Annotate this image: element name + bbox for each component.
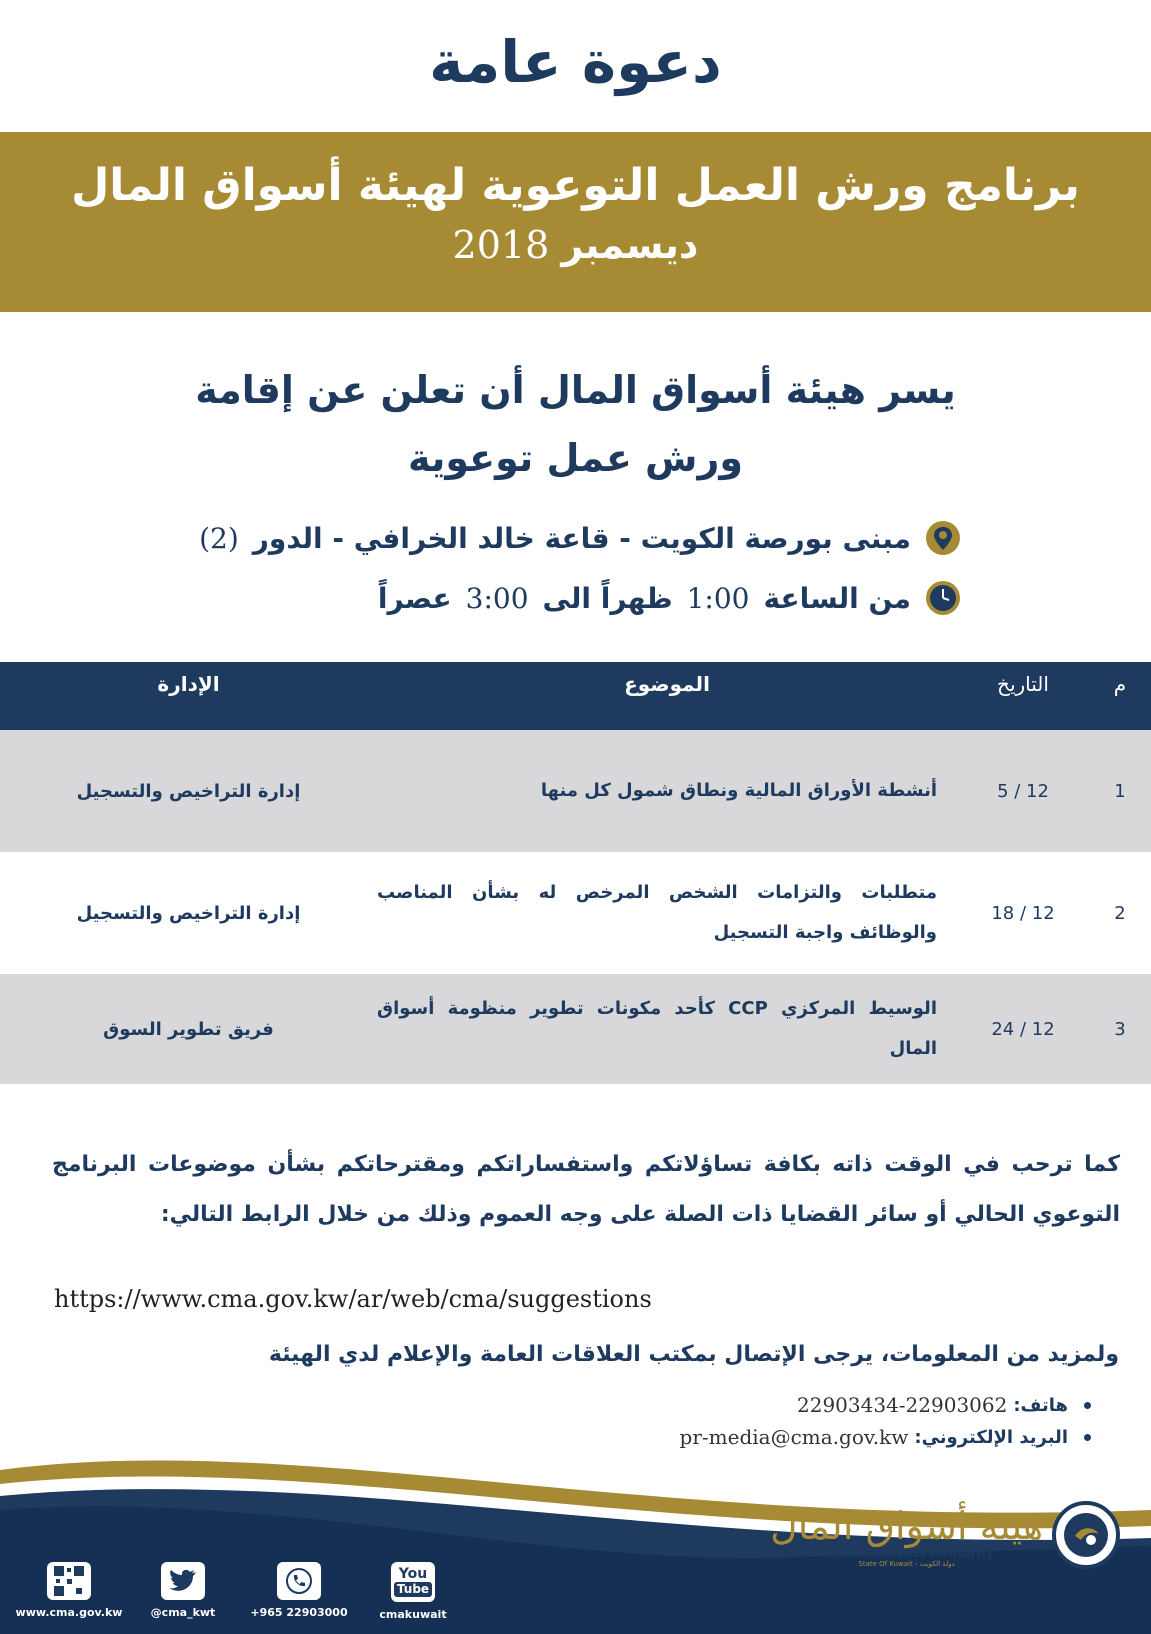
social-twitter-label: @cma_kwt [150,1606,216,1619]
venue-time [378,580,961,616]
row-number: 3 [1114,1018,1126,1040]
schedule-table [0,662,1151,1084]
row-topic: متطلبات والتزامات الشخص المرخص له بشأن المناصب والوظائف واجبة التسجيل [377,882,937,943]
logo-subtitle: State Of Kuwait - دولة الكويت [858,1560,955,1568]
phone-icon [277,1562,321,1600]
time-prefix: من الساعة [763,581,911,615]
row-date: 12 / 5 [997,780,1049,802]
announcement [0,356,1151,492]
qr-code-icon [47,1562,91,1600]
email-address[interactable]: pr-media@cma.gov.kw [679,1425,909,1449]
announcement-line-1: يسر هيئة أسواق المال أن تعلن عن إقامة [195,368,956,412]
header-department: الإدارة [157,672,220,696]
social-website[interactable] [14,1562,124,1619]
logo-text [770,1506,1043,1568]
header-date: التاريخ [997,672,1049,696]
row-department: إدارة التراخيص والتسجيل [76,902,301,924]
row-number: 2 [1114,902,1126,924]
social-phone[interactable] [244,1562,354,1619]
row-topic: الوسيط المركزي CCP كأحد مكونات تطوير منظومة أسواق المال [377,998,937,1059]
phone-label: هاتف: [1013,1394,1068,1416]
venue-location [199,520,961,556]
youtube-text-you: You [398,1566,428,1582]
contact-phone [797,1393,1091,1417]
table-row [0,852,1151,974]
announcement-line-2: ورش عمل توعوية [408,436,743,480]
social-phone-label: +965 22903000 [250,1606,348,1619]
time-suffix: عصراً [377,581,452,615]
table-row [0,974,1151,1084]
youtube-text-tube: Tube [394,1582,432,1597]
program-year: 2018 [452,223,550,267]
phone-number[interactable]: 22903434-22903062 [797,1393,1008,1417]
floor-number: (2) [199,521,239,555]
schedule-header-row [0,662,1151,730]
row-date: 12 / 24 [991,1018,1055,1040]
youtube-icon [391,1562,435,1602]
location-text: مبنى بورصة الكويت - قاعة خالد الخرافي - الدور [252,521,911,555]
row-department: فريق تطوير السوق [103,1018,274,1040]
program-banner [0,132,1151,312]
logo-arabic: هيئة أسواق المال [770,1504,1043,1548]
cma-logo [770,1500,1121,1574]
row-number: 1 [1114,780,1126,802]
bullet-icon [1084,1402,1091,1409]
program-date [0,223,1151,267]
location-pin-icon [925,520,961,556]
social-twitter[interactable] [128,1562,238,1619]
logo-english: Capital Markets Authority [819,1546,994,1560]
logo-emblem-icon [1051,1500,1121,1574]
social-youtube[interactable] [358,1562,468,1621]
row-topic: أنشطة الأوراق المالية ونطاق شمول كل منها [540,780,937,801]
program-title: برنامج ورش العمل التوعوية لهيئة أسواق المال [71,160,1080,211]
closing-paragraph: كما ترحب في الوقت ذاته بكافة تساؤلاتكم واستفساراتكم ومقترحاتكم بشأن موضوعات البرنامج التوعوي الحالي أو سائر القضايا ذات الصلة على وجه العموم وذلك من خلال الرابط التالي: [52,1152,1120,1227]
row-date: 12 / 18 [991,902,1055,924]
table-row [0,730,1151,852]
social-youtube-label: cmakuwait [379,1608,447,1621]
row-department: إدارة التراخيص والتسجيل [76,780,301,802]
time-to: 3:00 [465,581,529,615]
header-number: م [1113,672,1127,696]
time-from: 1:00 [686,581,750,615]
page-title: دعوة عامة [429,28,722,96]
more-info-text: ولمزيد من المعلومات، يرجى الإتصال بمكتب العلاقات العامة والإعلام لدي الهيئة [268,1342,1119,1367]
suggestions-link[interactable]: https://www.cma.gov.kw/ar/web/cma/suggestions [54,1285,652,1313]
email-label: البريد الإلكتروني: [914,1426,1068,1448]
twitter-icon [161,1562,205,1600]
social-website-label: www.cma.gov.kw [15,1606,123,1619]
header-topic: الموضوع [624,672,710,696]
program-month: ديسمبر [561,223,699,267]
time-mid: ظهراً الى [542,581,673,615]
clock-icon [925,580,961,616]
